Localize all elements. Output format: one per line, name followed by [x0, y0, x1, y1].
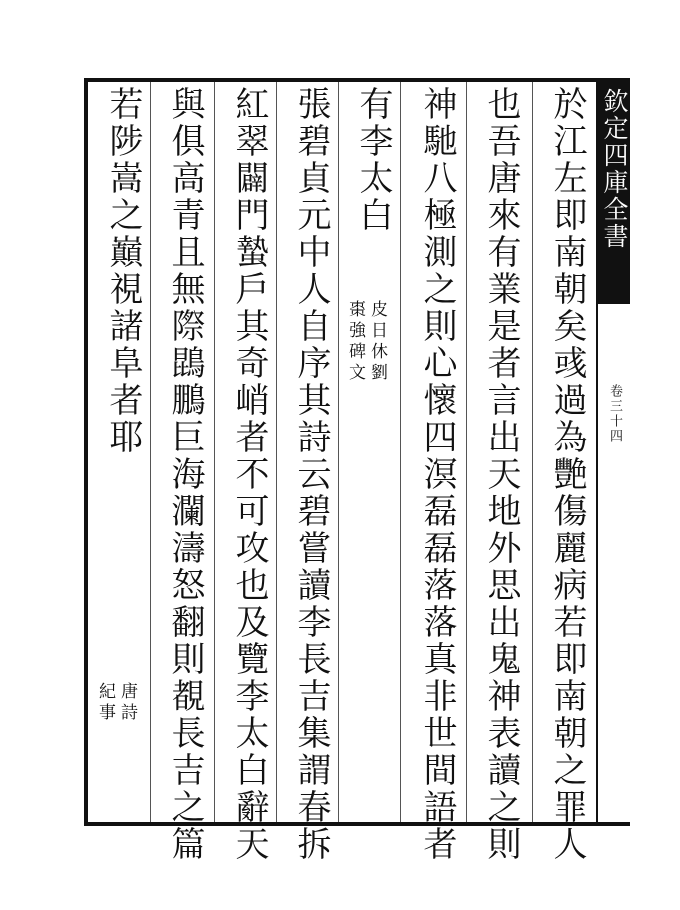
annotation-right: 唐詩: [117, 682, 137, 724]
text-column-2: 也吾唐來有業是者言出天地外思出鬼神表讀之則: [481, 86, 521, 863]
text-column-1: 於江左即南朝矣彧過為艷傷麗病若即南朝之罪人: [547, 86, 587, 863]
column-rule: [400, 82, 401, 822]
text-column-4: 有李太白: [353, 86, 393, 234]
annotation-left: 紀事: [95, 682, 115, 724]
annotation-left: 棗強碑文: [345, 300, 365, 384]
center-strip: [596, 78, 630, 826]
annotation-right: 皮日休劉: [367, 300, 387, 384]
volume-label: 卷三十四: [607, 384, 622, 444]
text-column-8: 若陟嵩之巔視諸阜者耶: [103, 86, 143, 456]
book-title: 欽定四庫全書: [600, 88, 629, 250]
text-column-3: 神馳八極測之則心懷四溟磊磊落落真非世間語者: [417, 86, 457, 863]
column-rule: [214, 82, 215, 822]
title-block: [598, 82, 630, 304]
column-rule: [466, 82, 467, 822]
text-column-7: 與俱高青且無際鵾鵬巨海瀾濤怒翻則覩長吉之篇: [165, 86, 205, 863]
column-rule: [276, 82, 277, 822]
text-column-6: 紅翠闢門蟄戶其奇峭者不可攻也及覽李太白辭天: [229, 86, 269, 863]
column-rule: [150, 82, 151, 822]
column-rule: [532, 82, 533, 822]
text-column-5: 張碧貞元中人自序其詩云碧嘗讀李長吉集謂春拆: [291, 86, 331, 863]
column-rule: [338, 82, 339, 822]
